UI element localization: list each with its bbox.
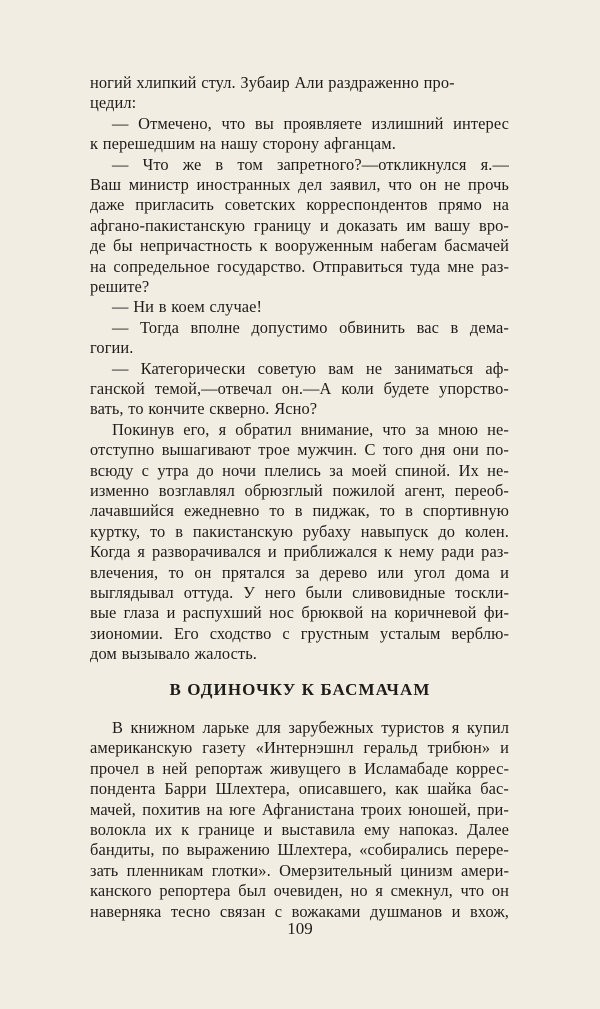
text-line: американскую газету «Интернэшнл геральд трибюн» и bbox=[90, 738, 509, 758]
text-line: Ваш министр иностранных дел заявил, что он не прочь bbox=[90, 175, 509, 194]
text-line: де бы непричастность к вооруженным набегам басмачей bbox=[90, 236, 509, 256]
text-line: всюду с утра до ночи плелись за моей спиной. Их не- bbox=[90, 460, 509, 480]
text-line: ногий хлипкий стул. Зубаир Али раздраженно про- bbox=[90, 73, 455, 92]
text-line: влечения, то он прятался за дерево или угол дома и bbox=[90, 562, 509, 582]
text-line: Покинув его, я обратил внимание, что за мною не- bbox=[112, 419, 509, 439]
text-line: к перешедшим на нашу сторону афганцам. bbox=[90, 134, 396, 154]
text-line: волокла их к границе и выставила ему напоказ. Далее bbox=[90, 820, 509, 839]
text-line: куртку, то в пакистанскую рубаху навыпуск до колен. bbox=[90, 521, 509, 541]
text-line: гогии. bbox=[90, 338, 134, 358]
text-line: Когда я разворачивался и приближался к нему ради раз- bbox=[90, 542, 509, 562]
text-line: В книжном ларьке для зарубежных туристов я купил bbox=[112, 718, 509, 737]
text-line: вые глаза и распухший нос брюквой на коричневой фи- bbox=[90, 603, 509, 623]
text-line: зиономии. Его сходство с грустным усталым верблю- bbox=[90, 623, 509, 643]
text-line: решите? bbox=[90, 277, 150, 296]
text-line: афгано-пакистанскую границу и доказать им вашу вро- bbox=[90, 215, 509, 235]
text-line: лачавшийся ежедневно то в пиджак, то в спортивную bbox=[90, 501, 509, 521]
text-line: наверняка тесно связан с вожаками душманов и вхож, bbox=[90, 901, 509, 921]
text-line: выглядывал оттуда. У него были сливовидные тоскли- bbox=[90, 583, 509, 602]
text-line: пондента Барри Шлехтера, описавшего, как шайка бас- bbox=[90, 779, 509, 799]
text-line: бандиты, по выражению Шлехтера, «собирались перере- bbox=[90, 840, 509, 860]
text-line: зать пленникам глотки». Омерзительный цинизм амери- bbox=[90, 860, 509, 880]
text-line: мачей, похитив на юге Афганистана троих юношей, при- bbox=[90, 799, 509, 819]
text-line: дом вызывало жалость. bbox=[90, 644, 257, 664]
page-number: 109 bbox=[287, 919, 313, 938]
text-line: отступно вышагивают трое мужчин. С того дня они по- bbox=[90, 440, 509, 460]
text-line: изменно возглавлял обрюзглый пожилой агент, переоб- bbox=[90, 481, 509, 500]
section-heading: В ОДИНОЧКУ К БАСМАЧАМ bbox=[169, 680, 431, 699]
text-line: канского репортера был очевиден, но я смекнул, что он bbox=[90, 881, 509, 901]
text-line: вать, то кончите скверно. Ясно? bbox=[90, 399, 318, 419]
text-line: — Тогда вполне допустимо обвинить вас в дема- bbox=[112, 317, 509, 337]
text-line: ганской темой,—отвечал он.—А коли будете упорство- bbox=[90, 379, 509, 398]
text-line: — Ни в коем случае! bbox=[112, 297, 263, 317]
text-line: прочел в ней репортаж живущего в Исламабаде коррес- bbox=[90, 758, 509, 778]
text-line: — Что же в том запретного?—откликнулся я.— bbox=[112, 154, 509, 174]
text-line: — Отмечено, что вы проявляете излишний интерес bbox=[112, 113, 509, 133]
text-line: даже пригласить советских корреспондентов прямо на bbox=[90, 195, 509, 215]
text-line: на сопредельное государство. Отправиться туда мне раз- bbox=[90, 256, 509, 276]
text-line: цедил: bbox=[90, 93, 137, 113]
text-line: — Категорически советую вам не заниматься аф- bbox=[112, 358, 509, 378]
